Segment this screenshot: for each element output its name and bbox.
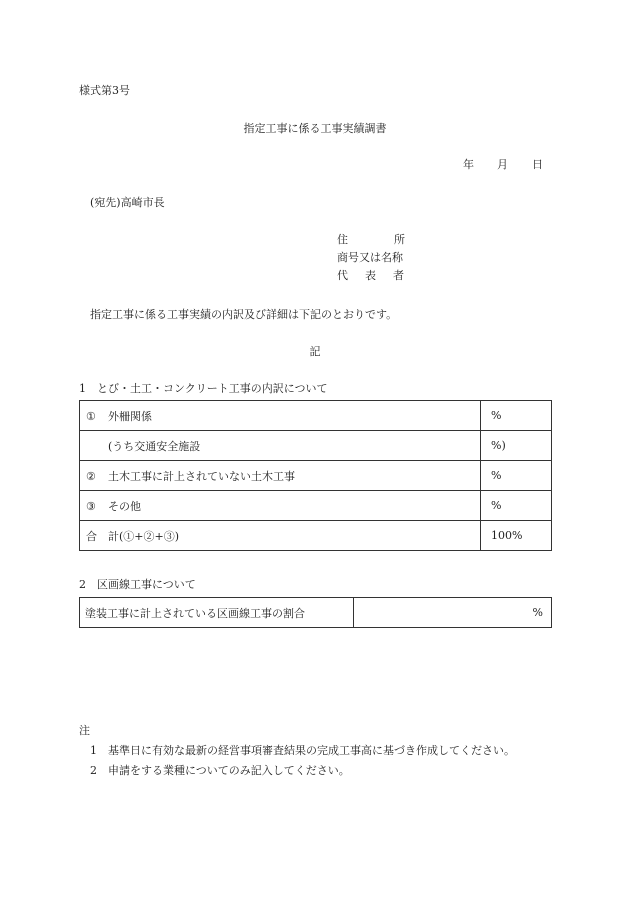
applicant-name-label: 商号又は名称 [337,251,403,264]
ki-heading: 記 [309,345,321,358]
row-marker: ② [86,469,96,483]
date-day-label: 日 [532,158,543,171]
table-row-total [80,521,552,551]
row-label [80,431,481,461]
row-value[interactable]: %) [481,431,552,461]
table-row [80,461,552,491]
notes-heading: 注 [79,724,90,737]
section2-heading: 2 区画線工事について [79,578,196,591]
date-line [463,156,543,172]
note-text: 基準日に有効な最新の経営事項審査結果の完成工事高に基づき作成してください。 [108,744,515,757]
section2-table [79,597,552,628]
row-marker: ③ [86,499,96,513]
form-number: 様式第3号 [79,84,130,97]
row-value: 100% [481,521,552,551]
row-value[interactable]: % [354,598,552,628]
table-row [80,598,552,628]
note-item [90,762,350,778]
address-label-part1: 住 [337,233,348,246]
row-label [80,521,481,551]
table-row [80,401,552,431]
intro-text: 指定工事に係る工事実績の内訳及び詳細は下記のとおりです。 [90,308,398,321]
table-row [80,491,552,521]
rep-label-part2: 表 [365,269,376,282]
row-label: 塗装工事に計上されている区画線工事の割合 [80,598,354,628]
row-label [80,491,481,521]
row-value[interactable]: % [481,401,552,431]
row-text: 計(①+②+③) [108,529,180,543]
rep-label-part1: 代 [337,269,348,282]
row-label [80,401,481,431]
note-number: 2 [90,764,97,777]
address-label-part2: 所 [394,233,405,246]
row-marker: 合 [86,529,97,543]
row-value[interactable]: % [481,491,552,521]
date-year-label: 年 [463,158,474,171]
row-marker: ① [86,409,96,423]
row-label [80,461,481,491]
addressee: (宛先)高崎市長 [90,196,165,209]
note-item [90,742,515,758]
row-text: その他 [108,499,141,513]
note-text: 申請をする業種についてのみ記入してください。 [108,764,350,777]
note-number: 1 [90,744,97,757]
section1-heading: 1 とび・土工・コンクリート工事の内訳について [79,382,328,395]
applicant-representative-label [337,267,404,283]
row-text: (うち交通安全施設 [108,439,201,453]
row-text: 外柵関係 [108,409,152,423]
row-value[interactable]: % [481,461,552,491]
table-row [80,431,552,461]
section1-table [79,400,552,551]
row-text: 土木工事に計上されていない土木工事 [108,469,295,483]
document-title: 指定工事に係る工事実績調書 [243,122,387,135]
applicant-address-label [337,231,405,247]
rep-label-part3: 者 [393,269,404,282]
date-month-label: 月 [497,158,508,171]
